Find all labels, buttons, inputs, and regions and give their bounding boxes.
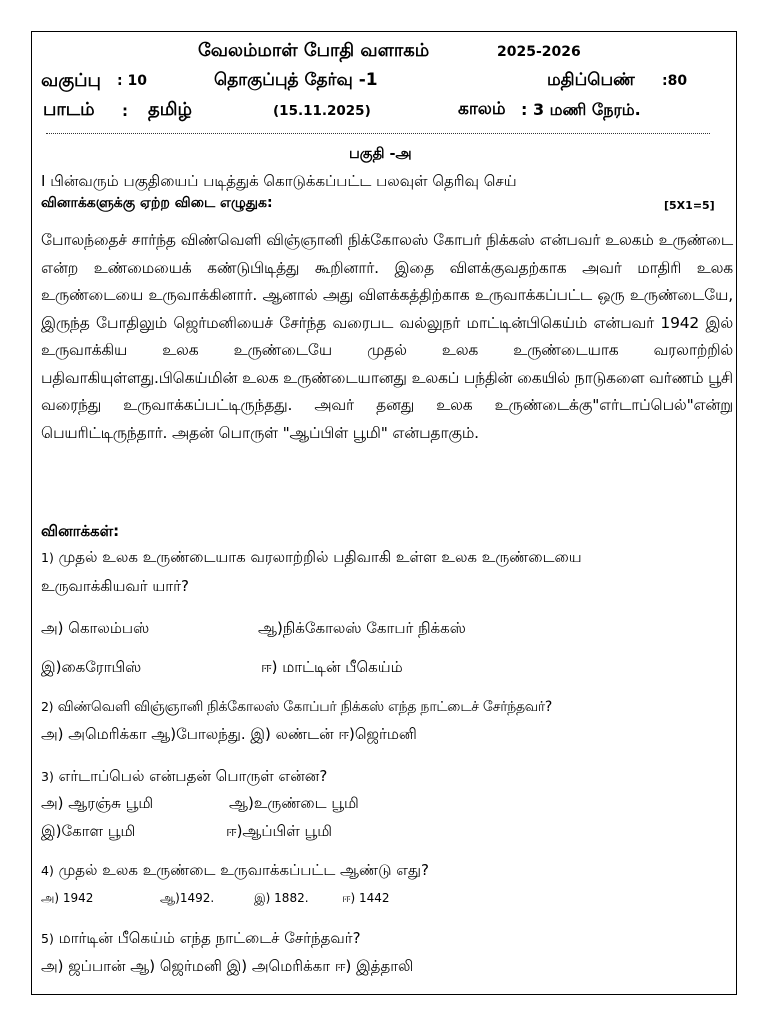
question-4-option-b: ஆ)1492. xyxy=(160,891,215,905)
reading-passage: போலந்தைச் சார்ந்த விண்வெளி விஞ்ஞானி நிக்கோலஸ் கோபர் நிக்கஸ் என்பவர் உலகம் உருண்டை என்ற உண்மையைக் கண்டுபிடித்து கூறினார். இதை விளக்குவதற்காக அவர் மாதிரி உலக உருண்டையை உருவாக்கினார். ஆனால் அது விளக்கத்திற்காக உருவாக்கப்பட்ட ஒரு உருண்டையே, இருந்த போதிலும் ஜெர்மனியைச் சேர்ந்த வரைபட வல்லுநர் மாட்டின்பிகெய்ம் என்பவர் 1942 இல் உருவாக்கிய உலக உருண்டையே முதல் உலக உருண்டையாக வரலாற்றில் பதிவாகியுள்ளது.பிகெய்மின் உலக உருண்டையானது உலகப் பந்தின் கையில் நாடுகளை வர்ணம் பூசி வரைந்து உருவாக்கப்பட்டிருந்தது. அவர் தனது உலக உருண்டைக்கு"எர்டாப்பெல்"என்று பெயரிட்டிருந்தார். அதன் பொருள் "ஆப்பிள் பூமி" என்பதாகும். xyxy=(41,231,733,442)
exam-name: தொகுப்புத் தேர்வு -1 xyxy=(214,70,378,90)
question-1-text: முதல் உலக உருண்டையாக வரலாற்றில் பதிவாகி உள்ள உலக உருண்டையை xyxy=(58,548,582,566)
subject-label: பாடம் xyxy=(43,99,95,120)
question-4-option-d: ஈ) 1442 xyxy=(342,891,390,905)
time-value: : 3 மணி நேரம். xyxy=(521,100,641,119)
section-marks: [5X1=5] xyxy=(664,199,715,212)
question-2-number: 2) xyxy=(41,699,54,714)
question-2-text: விண்வெளி விஞ்ஞானி நிக்கோலஸ் கோப்பர் நிக்கஸ் எந்த நாட்டைச் சேர்ந்தவர்? xyxy=(57,699,553,715)
time-label: காலம் xyxy=(458,99,506,119)
class-label: வகுப்பு xyxy=(41,70,101,91)
question-2 xyxy=(41,697,552,717)
academic-year: 2025-2026 xyxy=(497,44,581,60)
section-title: பகுதி -அ xyxy=(349,146,412,162)
question-5-number: 5) xyxy=(41,931,54,946)
question-4-text: முதல் உலக உருண்டை உருவாக்கப்பட்ட ஆண்டு எது? xyxy=(58,861,429,879)
question-3-option-d: ஈ)ஆப்பிள் பூமி xyxy=(226,822,332,840)
marks-value: :80 xyxy=(662,73,688,89)
header-divider xyxy=(46,133,710,134)
question-1-number: 1) xyxy=(41,550,54,565)
question-4-number: 4) xyxy=(41,863,54,878)
question-3-text: எர்டாப்பெல் என்பதன் பொருள் என்ன? xyxy=(58,767,328,785)
class-value: : 10 xyxy=(117,73,147,89)
exam-date: (15.11.2025) xyxy=(273,103,371,119)
question-2-options: அ) அமெரிக்கா ஆ)போலந்து. இ) லண்டன் ஈ)ஜெர்மனி xyxy=(41,725,417,743)
question-3 xyxy=(41,767,327,787)
instruction-line-2: வினாக்களுக்கு ஏற்ற விடை எழுதுக: xyxy=(41,195,273,211)
instruction-line-1: I பின்வரும் பகுதியைப் படித்துக் கொடுக்கப்பட்ட பலவுள் தெரிவு செய் xyxy=(41,172,517,190)
question-1-option-c: இ)கைரோபிஸ் xyxy=(41,658,142,676)
question-1-option-b: ஆ)நிக்கோலஸ் கோபர் நிக்கஸ் xyxy=(258,619,466,637)
questions-title: வினாக்கள்: xyxy=(41,522,120,540)
question-1-text-line-2: உருவாக்கியவர் யார்? xyxy=(41,577,189,595)
question-5 xyxy=(41,929,361,949)
question-3-option-c: இ)கோள பூமி xyxy=(41,822,136,840)
question-5-text: மார்டின் பீகெய்ம் எந்த நாட்டைச் சேர்ந்தவர்? xyxy=(58,929,361,947)
marks-label: மதிப்பெண் xyxy=(547,70,635,90)
question-1-option-a: அ) கொலம்பஸ் xyxy=(41,619,150,637)
question-5-options: அ) ஜப்பான் ஆ) ஜெர்மனி இ) அமெரிக்கா ஈ) இத்தாலி xyxy=(41,957,414,975)
subject-colon: : xyxy=(122,102,128,120)
question-3-number: 3) xyxy=(41,769,54,784)
question-1-option-d: ஈ) மாட்டின் பீகெய்ம் xyxy=(261,658,403,676)
question-3-option-a: அ) ஆரஞ்சு பூமி xyxy=(41,794,154,812)
question-1 xyxy=(41,548,582,568)
school-name: வேலம்மாள் போதி வளாகம் xyxy=(198,40,430,61)
question-4-option-a: அ) 1942 xyxy=(41,891,94,905)
question-4-option-c: இ) 1882. xyxy=(254,891,309,905)
question-3-option-b: ஆ)உருண்டை பூமி xyxy=(229,794,359,812)
subject-value: தமிழ் xyxy=(148,99,192,120)
question-4 xyxy=(41,861,429,881)
